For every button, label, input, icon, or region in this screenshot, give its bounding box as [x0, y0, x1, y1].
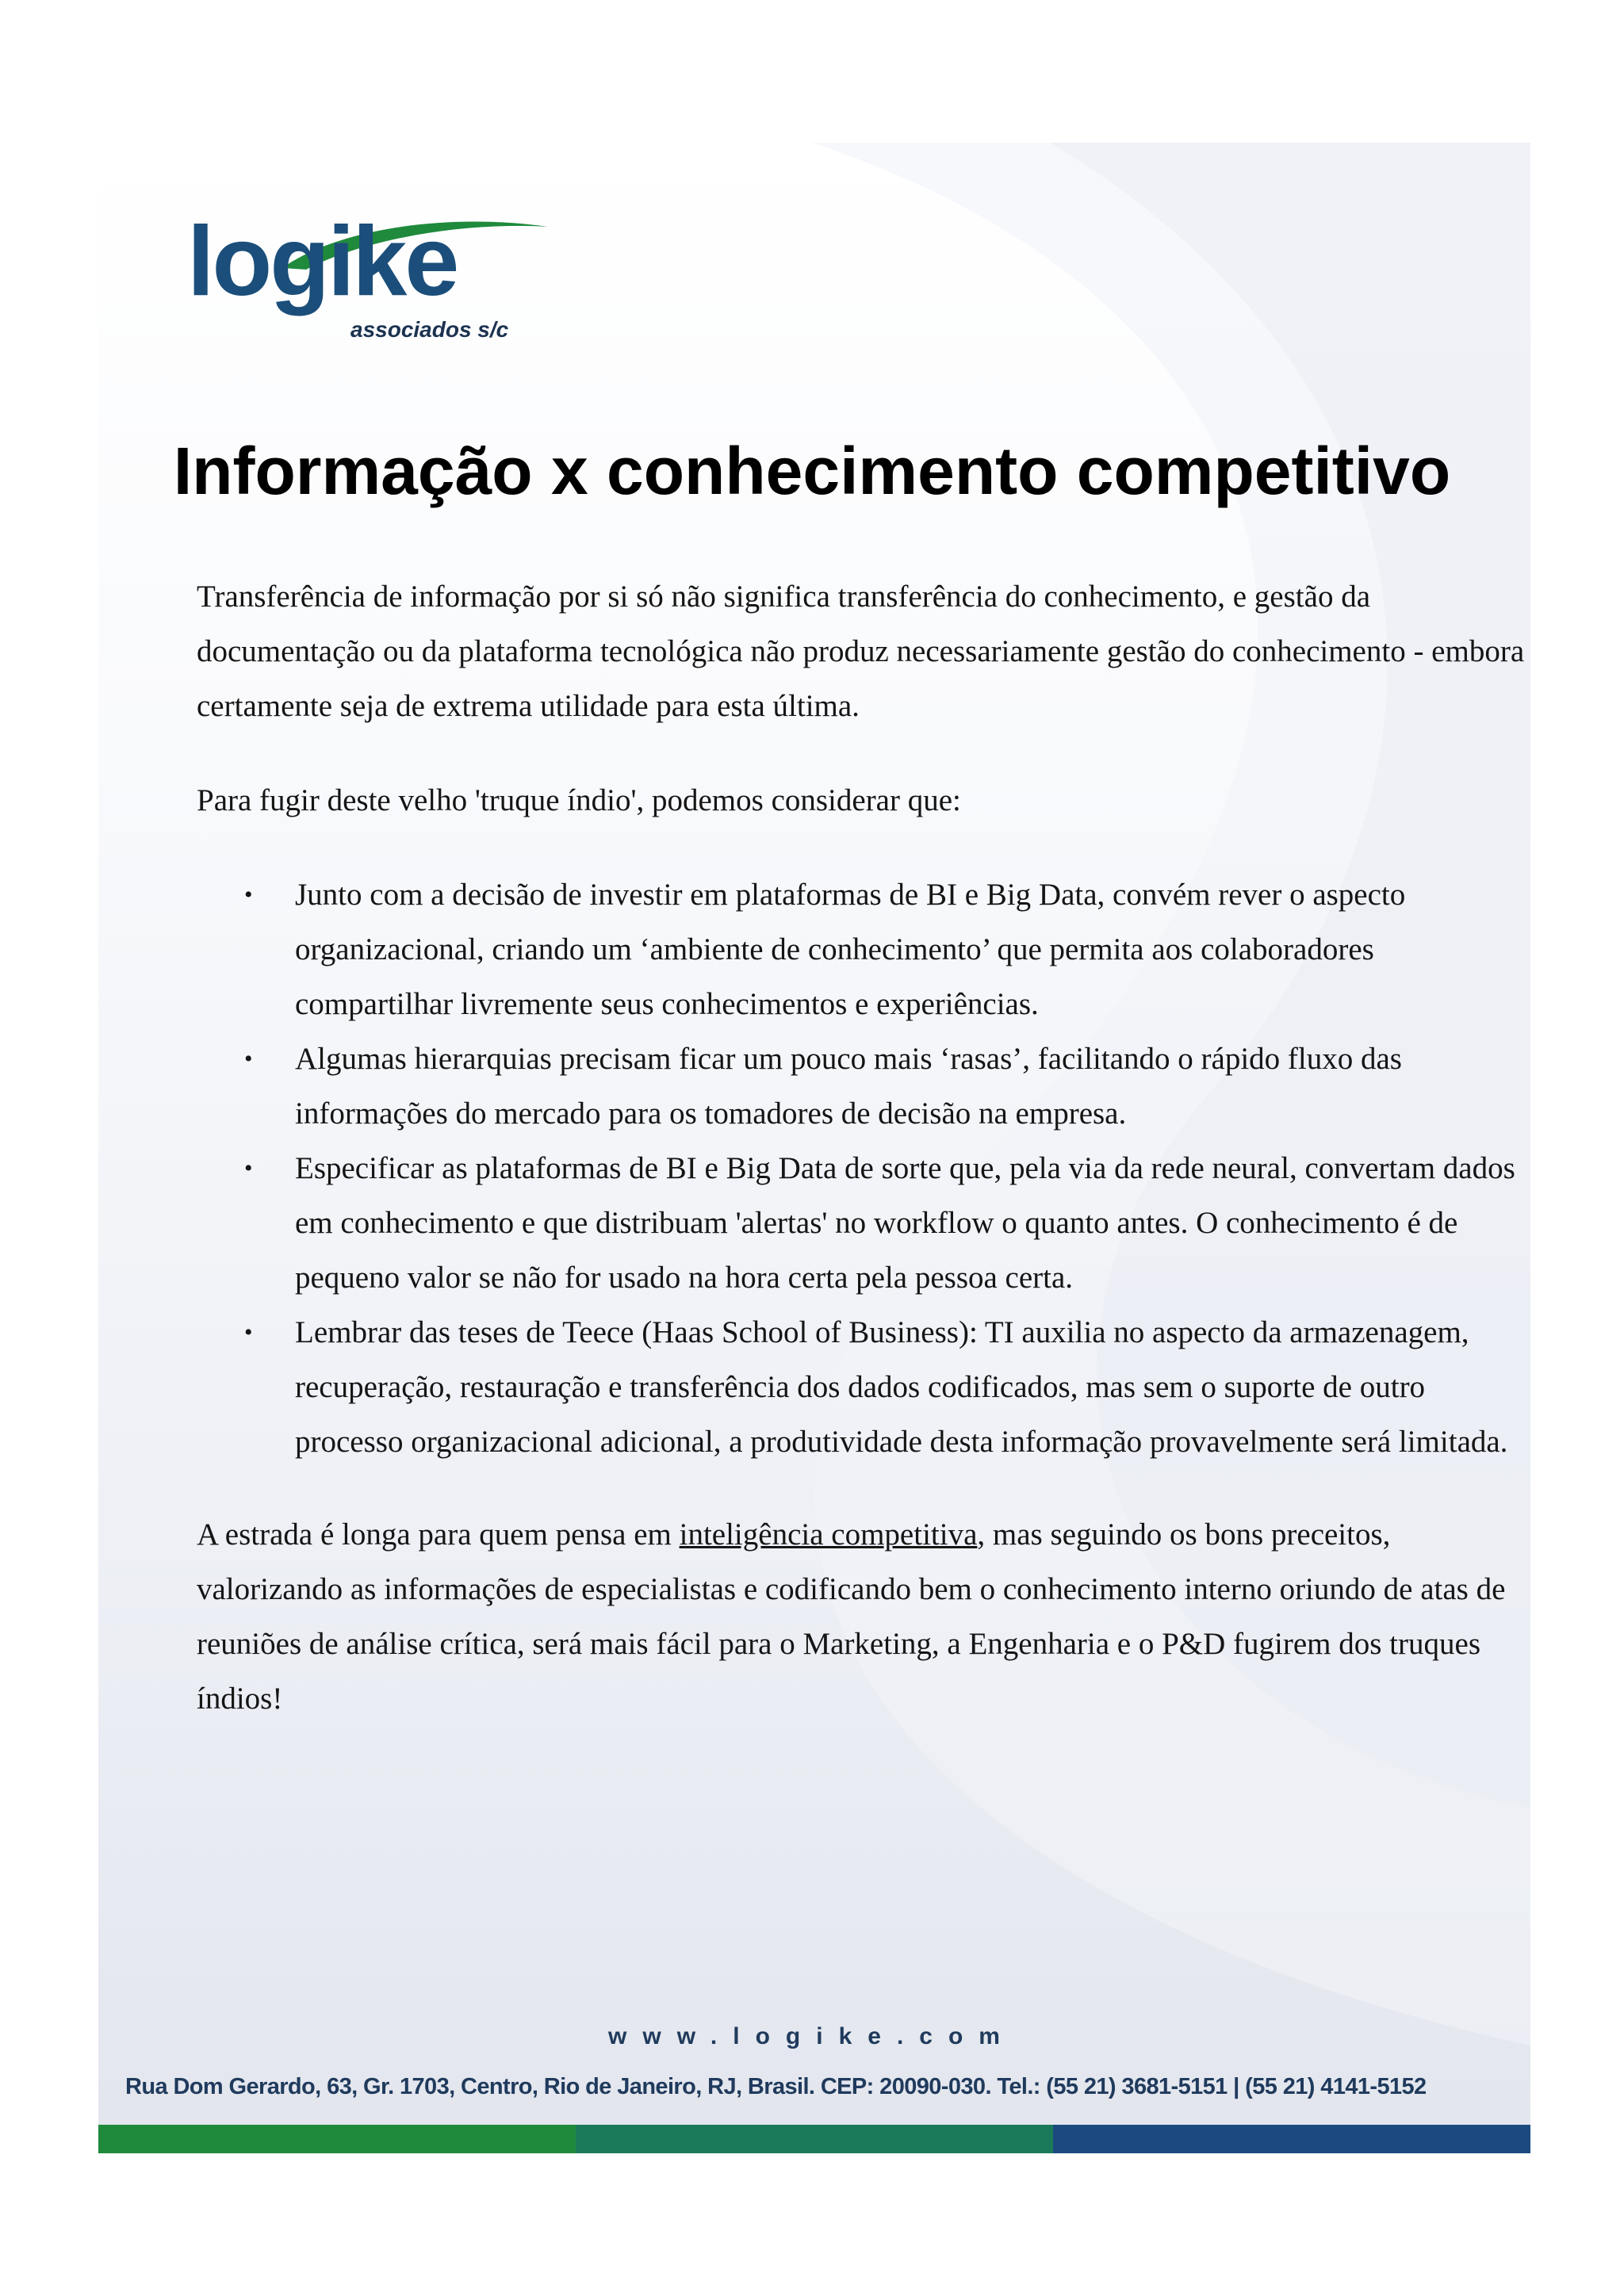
logo-wordmark: logike [187, 207, 458, 316]
closing-text-after: , mas seguindo os bons preceitos, valorizando as informações de especialistas e codificando bem o conhecimento interno oriundo de atas de reuniões de análise crítica, será mais fácil para o Marketing, a Engenharia e o P&D fugirem dos truques índios! [197, 1517, 1506, 1716]
bullet-list [197, 867, 1537, 1469]
bullet-icon: • [244, 1319, 253, 1345]
footer-bar-green [98, 2125, 576, 2153]
footer-address: Rua Dom Gerardo, 63, Gr. 1703, Centro, Rio de Janeiro, RJ, Brasil. CEP: 20090-030. Tel.: (55 21) 3681-5151 | (55 21) 4141-5152 [125, 2074, 1427, 2099]
list-item [197, 867, 1537, 1031]
list-item-text: Algumas hierarquias precisam ficar um pouco mais ‘rasas’, facilitando o rápido fluxo das informações do mercado para os tomadores de decisão na empresa. [295, 1042, 1402, 1131]
list-item-text: Lembrar das teses de Teece (Haas School of Business): TI auxilia no aspecto da armazenagem, recuperação, restauração e transferência dos dados codificados, mas sem o suporte de outro processo organizacional adicional, a produtividade desta informação provavelmente será limitada. [295, 1315, 1508, 1459]
footer-bar-blue [1053, 2125, 1530, 2153]
competitive-intelligence-link[interactable]: inteligência competitiva [679, 1517, 978, 1552]
closing-text-before: A estrada é longa para quem pensa em [197, 1517, 680, 1552]
page-title: Informação x conhecimento competitivo [173, 434, 1451, 508]
list-item [197, 1031, 1537, 1141]
lead-paragraph: Para fugir deste velho 'truque índio', podemos considerar que: [197, 783, 961, 817]
footer-color-bar [98, 2125, 1530, 2153]
document-body [197, 569, 1537, 1766]
bullet-icon: • [244, 882, 253, 908]
company-logo [187, 207, 552, 347]
bullet-icon: • [244, 1046, 253, 1072]
list-item [197, 1305, 1537, 1469]
list-item-text: Junto com a decisão de investir em plataformas de BI e Big Data, convém rever o aspecto organizacional, criando um ‘ambiente de conhecimento’ que permita aos colaboradores compartilhar livremente seus conhecimentos e experiências. [295, 878, 1406, 1021]
closing-paragraph [197, 1507, 1537, 1726]
bullet-icon: • [244, 1155, 253, 1181]
list-item [197, 1141, 1537, 1305]
intro-paragraph: Transferência de informação por si só não significa transferência do conhecimento, e gestão da documentação ou da plataforma tecnológica não produz necessariamente gestão do conhecimento - embora certamente seja de extrema utilidade para esta última. [197, 580, 1525, 723]
list-item-text: Especificar as plataformas de BI e Big Data de sorte que, pela via da rede neural, convertam dados em conhecimento e que distribuam 'alertas' no workflow o quanto antes. O conhecimento é de pequeno valor se não for usado na hora certa pela pessoa certa. [295, 1151, 1515, 1295]
footer-website: www.logike.com [608, 2023, 1016, 2049]
footer-bar-teal [576, 2125, 1053, 2153]
logo-subtitle: associados s/c [350, 317, 509, 342]
